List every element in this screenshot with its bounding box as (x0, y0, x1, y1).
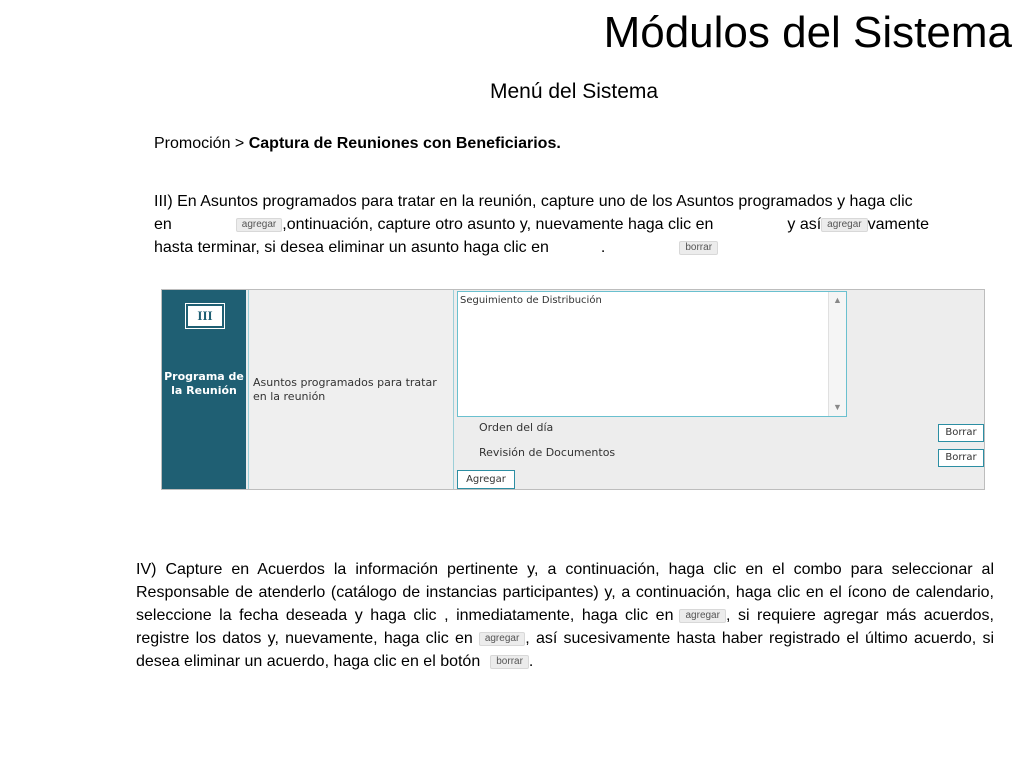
field-label-cell (248, 290, 454, 489)
scroll-down-icon[interactable]: ▼ (833, 402, 842, 412)
section-sidebar (162, 290, 246, 489)
borrar-chip: borrar (679, 241, 718, 255)
step4-text2: , si requiere agregar más acuerdos, registre los datos y, nuevamente, haga clic en (136, 607, 995, 647)
step3-line1: III) En Asuntos programados para tratar en la reunión, capture uno de los Asuntos programados y haga clic (154, 193, 913, 210)
select-value: Seguimiento de Distribución (460, 295, 602, 306)
breadcrumb-current: Captura de Reuniones con Beneficiarios. (248, 135, 561, 152)
scrollbar[interactable] (828, 292, 846, 416)
section-subtitle: Menú del Sistema (490, 80, 659, 103)
step3-seg1b: , (282, 216, 287, 233)
step3-end: . (600, 239, 606, 256)
step4-end: . (528, 653, 534, 670)
step4-text1: IV) Capture en Acuerdos la información pertinente y, a continuación, haga clic en el combo para seleccionar al Responsable de atenderlo (catálogo de instancias participantes) y, a continuación, haga clic en el ícono de calendario, seleccione la fecha deseada y haga clic , inmediatamente, haga clic en (136, 561, 994, 624)
asuntos-select[interactable] (457, 291, 847, 417)
breadcrumb-parent: Promoción > (154, 135, 245, 152)
breadcrumb (154, 135, 561, 153)
step3-seg2: ontinuación, capture otro asunto y, nuevamente haga clic en (286, 216, 714, 233)
step4-text3: , así sucesivamente hasta haber registrado el último acuerdo, si desea eliminar un acuerdo, haga clic en el botón (136, 630, 995, 670)
agregar-chip: agregar (236, 218, 282, 232)
instruction-step-4 (136, 558, 994, 673)
field-label: Asuntos programados para tratar en la reunión (253, 376, 437, 403)
asunto-item: Orden del día (479, 421, 554, 434)
agregar-button[interactable]: Agregar (457, 470, 515, 489)
section-label: Programa de la Reunión (164, 370, 244, 397)
step3-seg4: vamente (867, 216, 930, 233)
page-title: Módulos del Sistema (603, 8, 1012, 57)
instruction-step-3 (154, 190, 1014, 259)
borrar-button[interactable]: Borrar (938, 424, 984, 442)
asunto-item: Revisión de Documentos (479, 446, 616, 459)
borrar-button[interactable]: Borrar (938, 449, 984, 467)
agregar-chip: agregar (821, 218, 867, 232)
scroll-up-icon[interactable]: ▲ (833, 295, 842, 305)
agregar-chip: agregar (679, 609, 725, 623)
agregar-chip: agregar (479, 632, 525, 646)
form-panel (161, 289, 985, 490)
borrar-chip: borrar (490, 655, 529, 669)
step3-line3: hasta terminar, si desea eliminar un asunto haga clic en (154, 239, 549, 256)
step3-seg1: en (154, 216, 172, 233)
section-number-badge: III (186, 304, 224, 328)
step3-seg3: y así (787, 216, 822, 233)
